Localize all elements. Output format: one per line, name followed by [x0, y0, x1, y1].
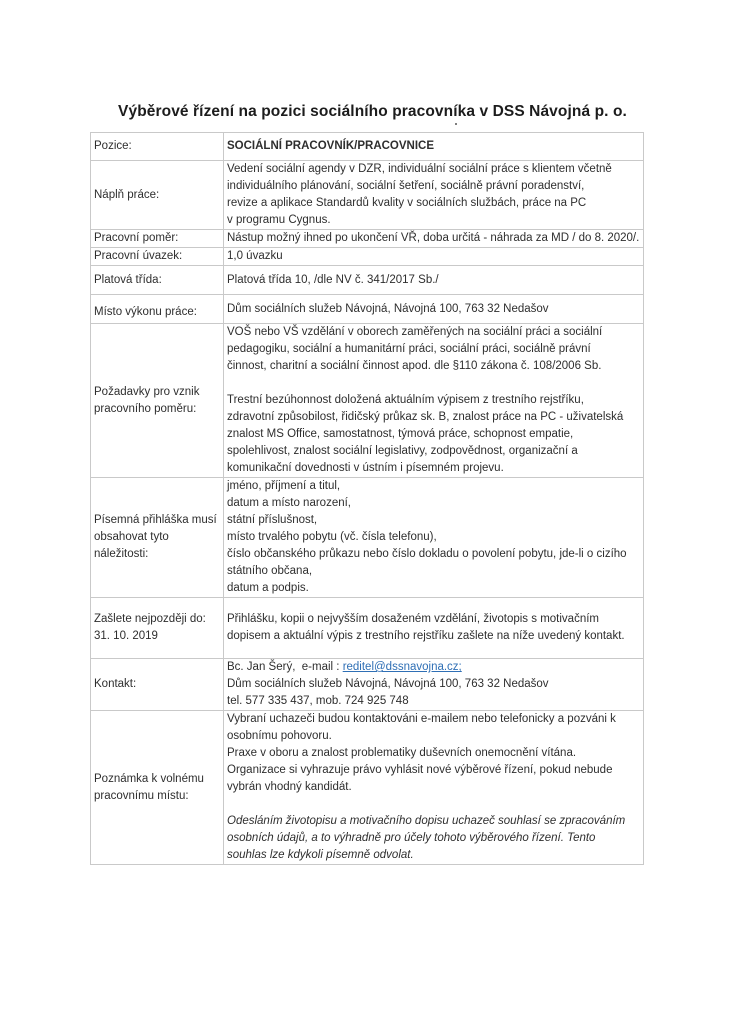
deadline-label: Zašlete nejpozději do:	[94, 613, 206, 625]
row-position	[91, 133, 644, 161]
note-line: Praxe v oboru a znalost problematiky duševních onemocnění vítána.	[227, 747, 577, 759]
requirements-line: činnost, charitní a sociální činnost apod. dle §110 zákona č. 108/2006 Sb.	[227, 360, 602, 372]
application-item: státního občana,	[227, 565, 313, 577]
job-details-table	[90, 132, 644, 865]
row-requirements	[91, 324, 644, 478]
contact-name: Bc. Jan Šerý, e-mail :	[227, 661, 343, 673]
value-requirements	[224, 324, 644, 478]
value-workload: 1,0 úvazku	[224, 248, 644, 266]
contact-name-line	[227, 659, 640, 676]
contact-address: Dům sociálních služeb Návojná, Návojná 100, 763 32 Nedašov	[227, 678, 549, 690]
row-workload	[91, 248, 644, 266]
gdpr-consent-line: souhlas lze kdykoli písemně odvolat.	[227, 849, 414, 861]
label-workplace: Místo výkonu práce:	[91, 295, 224, 324]
application-item: datum a místo narození,	[227, 497, 352, 509]
note-line: vybrán vhodný kandidát.	[227, 781, 352, 793]
application-item: jméno, příjmení a titul,	[227, 480, 341, 492]
job-description-line: revize a aplikace Standardů kvality v sociálních službách, práce na PC	[227, 197, 587, 209]
application-item: datum a podpis.	[227, 582, 309, 594]
deadline-date: 31. 10. 2019	[94, 630, 158, 642]
gdpr-consent-line: osobních údajů, a to výhradně pro účely tohoto výběrového řízení. Tento	[227, 832, 596, 844]
requirements-line: komunikační dovednosti v ústním i písemném projevu.	[227, 462, 504, 474]
requirements-line: zdravotní způsobilost, řidičský průkaz sk. B, znalost práce na PC - uživatelská	[227, 411, 624, 423]
label-requirements: Požadavky pro vznik pracovního poměru:	[91, 324, 224, 478]
note-line: Organizace si vyhrazuje právo vyhlásit nové výběrové řízení, pokud nebude	[227, 764, 613, 776]
label-note: Poznámka k volnému pracovnímu místu:	[91, 711, 224, 865]
scan-dot	[455, 123, 457, 125]
value-deadline	[224, 598, 644, 659]
paragraph-gap	[227, 375, 640, 392]
deadline-line: Přihlášku, kopii o nejvyšším dosaženém vzdělání, životopis s motivačním	[227, 613, 599, 625]
value-job-description	[224, 161, 644, 230]
row-employment-type	[91, 230, 644, 248]
note-line: Vybraní uchazeči budou kontaktováni e-mailem nebo telefonicky a pozváni k	[227, 713, 616, 725]
requirements-line: znalost MS Office, samostatnost, týmová práce, schopnost empatie,	[227, 428, 574, 440]
row-note	[91, 711, 644, 865]
requirements-line: pedagogiku, sociální a humanitární práci, sociální práci, sociálně právní	[227, 343, 591, 355]
row-application-contents	[91, 478, 644, 598]
label-deadline	[91, 598, 224, 659]
application-item: státní příslušnost,	[227, 514, 318, 526]
row-salary-class	[91, 266, 644, 295]
label-salary-class: Platová třída:	[91, 266, 224, 295]
label-application-contents: Písemná přihláška musí obsahovat tyto náležitosti:	[91, 478, 224, 598]
application-item: číslo občanského průkazu nebo číslo dokladu o povolení pobytu, jde-li o cizího	[227, 548, 627, 560]
row-contact	[91, 659, 644, 711]
requirements-line: spolehlivost, znalost sociální legislativy, zodpovědnost, organizační a	[227, 445, 578, 457]
application-item: místo trvalého pobytu (vč. čísla telefonu),	[227, 531, 437, 543]
row-deadline	[91, 598, 644, 659]
label-employment-type: Pracovní poměr:	[91, 230, 224, 248]
job-description-line: individuálního plánování, sociální šetření, sociálně právní poradenství,	[227, 180, 585, 192]
value-note	[224, 711, 644, 865]
requirements-line: Trestní bezúhonnost doložená aktuálním výpisem z trestního rejstříku,	[227, 394, 584, 406]
value-position: SOCIÁLNÍ PRACOVNÍK/PRACOVNICE	[224, 133, 644, 161]
value-workplace: Dům sociálních služeb Návojná, Návojná 100, 763 32 Nedašov	[224, 295, 644, 324]
row-job-description	[91, 161, 644, 230]
job-description-line: v programu Cygnus.	[227, 214, 331, 226]
label-position: Pozice:	[91, 133, 224, 161]
value-employment-type: Nástup možný ihned po ukončení VŘ, doba určitá - náhrada za MD / do 8. 2020/.	[224, 230, 644, 248]
contact-phone: tel. 577 335 437, mob. 724 925 748	[227, 695, 409, 707]
label-workload: Pracovní úvazek:	[91, 248, 224, 266]
row-workplace	[91, 295, 644, 324]
note-line: osobnímu pohovoru.	[227, 730, 332, 742]
deadline-line: dopisem a aktuální výpis z trestního rejstříku zašlete na níže uvedený kontakt.	[227, 630, 625, 642]
page-title: Výběrové řízení na pozici sociálního pracovníka v DSS Návojná p. o.	[118, 103, 627, 120]
value-application-contents	[224, 478, 644, 598]
label-contact: Kontakt:	[91, 659, 224, 711]
requirements-line: VOŠ nebo VŠ vzdělání v oborech zaměřených na sociální práci a sociální	[227, 326, 603, 338]
label-job-description: Náplň práce:	[91, 161, 224, 230]
value-contact	[224, 659, 644, 711]
job-description-line: Vedení sociální agendy v DZR, individuální sociální práce s klientem včetně	[227, 163, 612, 175]
contact-email-link[interactable]: reditel@dssnavojna.cz;	[342, 661, 462, 673]
paragraph-gap	[227, 796, 640, 813]
gdpr-consent-line: Odesláním životopisu a motivačního dopisu uchazeč souhlasí se zpracováním	[227, 815, 626, 827]
value-salary-class: Platová třída 10, /dle NV č. 341/2017 Sb./	[224, 266, 644, 295]
